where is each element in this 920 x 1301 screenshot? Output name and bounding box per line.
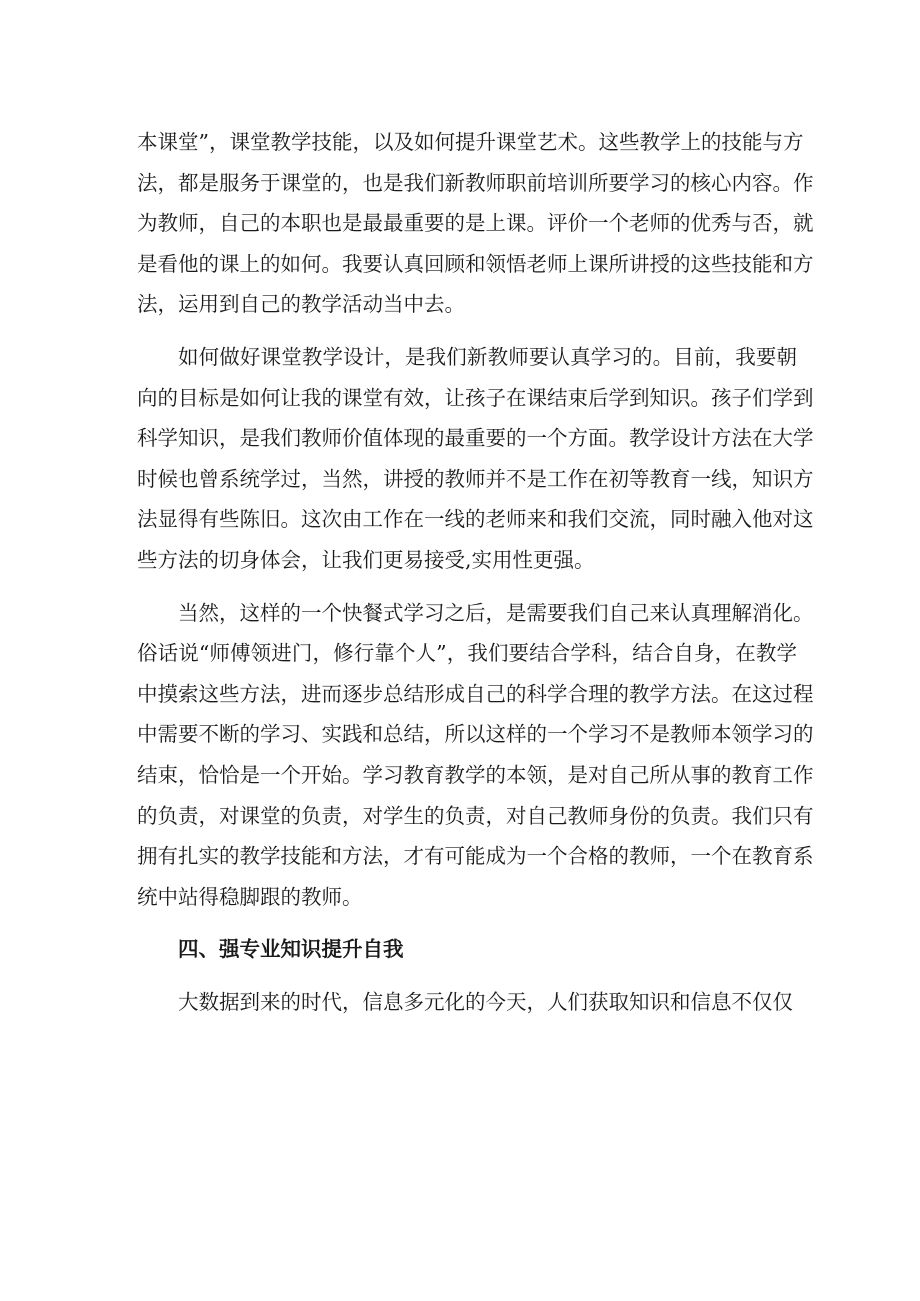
text-line: 法显得有些陈旧。这次由工作在一线的老师来和我们交流，同时融入他对这: [137, 507, 814, 532]
text-line: 统中站得稳脚跟的教师。: [137, 884, 363, 909]
paragraph-3: [137, 593, 814, 918]
paragraph-2: [137, 337, 814, 581]
text-line: 的负责，对课堂的负责，对学生的负责，对自己教师身份的负责。我们只有: [137, 803, 814, 828]
text-line: 是看他的课上的如何。我要认真回顾和领悟老师上课所讲授的这些技能和方: [137, 251, 814, 276]
text-line: 当然，这样的一个快餐式学习之后，是需要我们自己来认真理解消化。: [178, 600, 814, 625]
paragraph-4: [137, 982, 797, 1023]
text-line: 为教师，自己的本职也是最最重要的是上课。评价一个老师的优秀与否，就: [137, 211, 814, 236]
text-line: 科学知识，是我们教师价值体现的最重要的一个方面。教学设计方法在大学: [137, 426, 814, 451]
text-line: 中需要不断的学习、实践和总结，所以这样的一个学习不是教师本领学习的: [137, 722, 814, 747]
text-line: 俗话说“师傅领进门，修行靠个人”，我们要结合学科，结合自身，在教学: [137, 641, 797, 666]
text-line: 如何做好课堂教学设计，是我们新教师要认真学习的。目前，我要朝: [178, 344, 797, 369]
document-body: [137, 122, 814, 1022]
text-line: 法，都是服务于课堂的，也是我们新教师职前培训所要学习的核心内容。作: [137, 170, 814, 195]
text-line: 时候也曾系统学过，当然，讲授的教师并不是工作在初等教育一线，知识方: [137, 466, 814, 491]
text-line: 向的目标是如何让我的课堂有效，让孩子在课结束后学到知识。孩子们学到: [137, 385, 814, 410]
text-line: 大数据到来的时代，信息多元化的今天，人们获取知识和信息不仅仅: [178, 989, 793, 1014]
section-heading: 四、强专业知识提升自我: [178, 937, 404, 962]
text-line: 结束，恰恰是一个开始。学习教育教学的本领，是对自己所从事的教育工作: [137, 762, 814, 787]
text-line: 法，运用到自己的教学活动当中去。: [137, 292, 465, 317]
text-line: 中摸索这些方法，进而逐步总结形成自己的科学合理的教学方法。在这过程: [137, 681, 814, 706]
text-line: 本课堂”，课堂教学技能，以及如何提升课堂艺术。这些教学上的技能与方: [137, 130, 804, 154]
paragraph-1: [137, 122, 814, 325]
text-line: 些方法的切身体会，让我们更易接受,实用性更强。: [137, 547, 595, 572]
text-line: 拥有扎实的教学技能和方法，才有可能成为一个合格的教师，一个在教育系: [137, 844, 814, 869]
